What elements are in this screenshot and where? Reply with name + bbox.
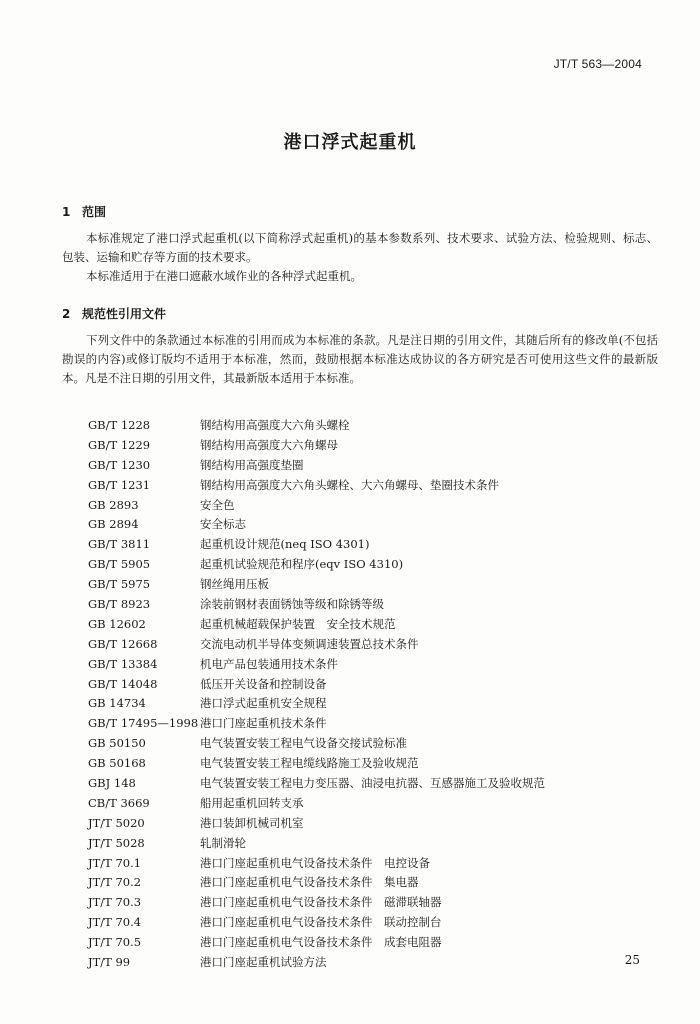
reference-code: GB/T 8923 [88, 597, 151, 612]
reference-title: 钢结构用高强度垫圈 [200, 457, 304, 472]
reference-code: GB/T 5905 [88, 557, 151, 572]
reference-title: 电气装置安装工程电力变压器、油浸电抗器、互感器施工及验收规范 [200, 776, 545, 791]
reference-title: 港口门座起重机电气设备技术条件 联动控制台 [200, 915, 442, 930]
reference-title: 安全标志 [200, 517, 246, 532]
reference-code: GB/T 1231 [88, 477, 151, 492]
reference-code: GB/T 13384 [88, 656, 158, 671]
reference-code: GB/T 1229 [88, 437, 151, 452]
reference-code: GB/T 1228 [88, 418, 151, 432]
reference-title: 港口门座起重机试验方法 [200, 955, 327, 970]
reference-title: 港口门座起重机电气设备技术条件 磁滞联轴器 [200, 895, 442, 910]
reference-title: 低压开关设备和控制设备 [200, 676, 327, 691]
reference-title: 港口门座起重机技术条件 [200, 716, 327, 731]
section-number: 1 [62, 205, 71, 219]
standard-code: JT/T 563—2004 [553, 57, 642, 71]
reference-title: 涂装前钢材表面锈蚀等级和除锈等级 [200, 597, 384, 612]
reference-code: GB 50150 [88, 736, 146, 751]
reference-code: JT/T 70.5 [88, 935, 142, 950]
reference-title: 安全色 [200, 497, 235, 512]
section-1-paragraph-1: 本标准规定了港口浮式起重机(以下简称浮式起重机)的基本参数系列、技术要求、试验方法、检验规则、标志、包装、运输和贮存等方面的技术要求。 [62, 231, 658, 264]
page-number: 25 [624, 953, 640, 967]
reference-code: GB/T 5975 [88, 577, 151, 592]
reference-code: GB 2893 [88, 497, 139, 512]
reference-title: 钢丝绳用压板 [200, 577, 269, 592]
reference-title: 电气装置安装工程电气设备交接试验标准 [200, 736, 407, 751]
document-title: 港口浮式起重机 [283, 132, 417, 153]
reference-code: JT/T 70.2 [88, 875, 142, 890]
reference-code: GBJ 148 [88, 776, 136, 791]
section-1-paragraph-2: 本标准适用于在港口遮蔽水域作业的各种浮式起重机。 [86, 269, 362, 283]
reference-title: 起重机械超载保护装置 安全技术规范 [200, 616, 396, 631]
section-2-paragraph: 下列文件中的条款通过本标准的引用而成为本标准的条款。凡是注日期的引用文件，其随后所有的修改单(不包括勘误的内容)或修订版均不适用于本标准，然而，鼓励根据本标准达成协议的各方研究是否可使用这些文件的最新版本。凡是不注日期的引用文件，其最新版本适用于本标准。 [62, 333, 658, 385]
reference-title: 钢结构用高强度大六角头螺栓 [200, 418, 350, 432]
reference-title: 起重机试验规范和程序(eqv ISO 4310) [200, 557, 404, 572]
reference-title: 交流电动机半导体变频调速装置总技术条件 [200, 636, 419, 651]
reference-title: 港口装卸机械司机室 [200, 815, 304, 830]
reference-code: GB/T 1230 [88, 457, 151, 472]
reference-code: GB 12602 [88, 616, 146, 631]
reference-title: 起重机设计规范(neq ISO 4301) [200, 537, 370, 552]
reference-code: JT/T 70.3 [88, 895, 142, 910]
reference-title: 港口浮式起重机安全规程 [200, 696, 327, 711]
reference-code: JT/T 99 [88, 955, 131, 970]
section-2-heading [62, 305, 166, 322]
reference-code: JT/T 70.4 [88, 915, 142, 930]
reference-code: JT/T 5028 [88, 835, 145, 850]
reference-title: 电气装置安装工程电缆线路施工及验收规范 [200, 756, 419, 771]
reference-code: GB/T 12668 [88, 636, 158, 651]
reference-code: GB/T 3811 [88, 537, 151, 552]
reference-title: 钢结构用高强度大六角头螺栓、大六角螺母、垫圈技术条件 [200, 477, 499, 492]
reference-code: GB/T 17495—1998 [88, 716, 199, 731]
reference-title: 钢结构用高强度大六角螺母 [200, 437, 338, 452]
reference-title: 港口门座起重机电气设备技术条件 集电器 [200, 875, 419, 890]
section-1-heading [62, 203, 106, 220]
reference-title: 港口门座起重机电气设备技术条件 电控设备 [200, 855, 430, 870]
reference-code: JT/T 5020 [88, 815, 145, 830]
reference-code: GB 50168 [88, 756, 146, 771]
section-title: 范围 [82, 205, 107, 219]
reference-code: GB 2894 [88, 517, 139, 532]
reference-code: GB 14734 [88, 696, 146, 711]
reference-title: 船用起重机回转支承 [200, 795, 304, 810]
reference-title: 机电产品包装通用技术条件 [200, 656, 338, 671]
section-title: 规范性引用文件 [82, 307, 167, 321]
reference-code: GB/T 14048 [88, 676, 158, 691]
reference-title: 港口门座起重机电气设备技术条件 成套电阻器 [200, 935, 442, 950]
reference-title: 轧制滑轮 [200, 835, 246, 850]
reference-code: CB/T 3669 [88, 795, 150, 810]
reference-code: JT/T 70.1 [88, 855, 142, 870]
section-number: 2 [62, 307, 71, 321]
